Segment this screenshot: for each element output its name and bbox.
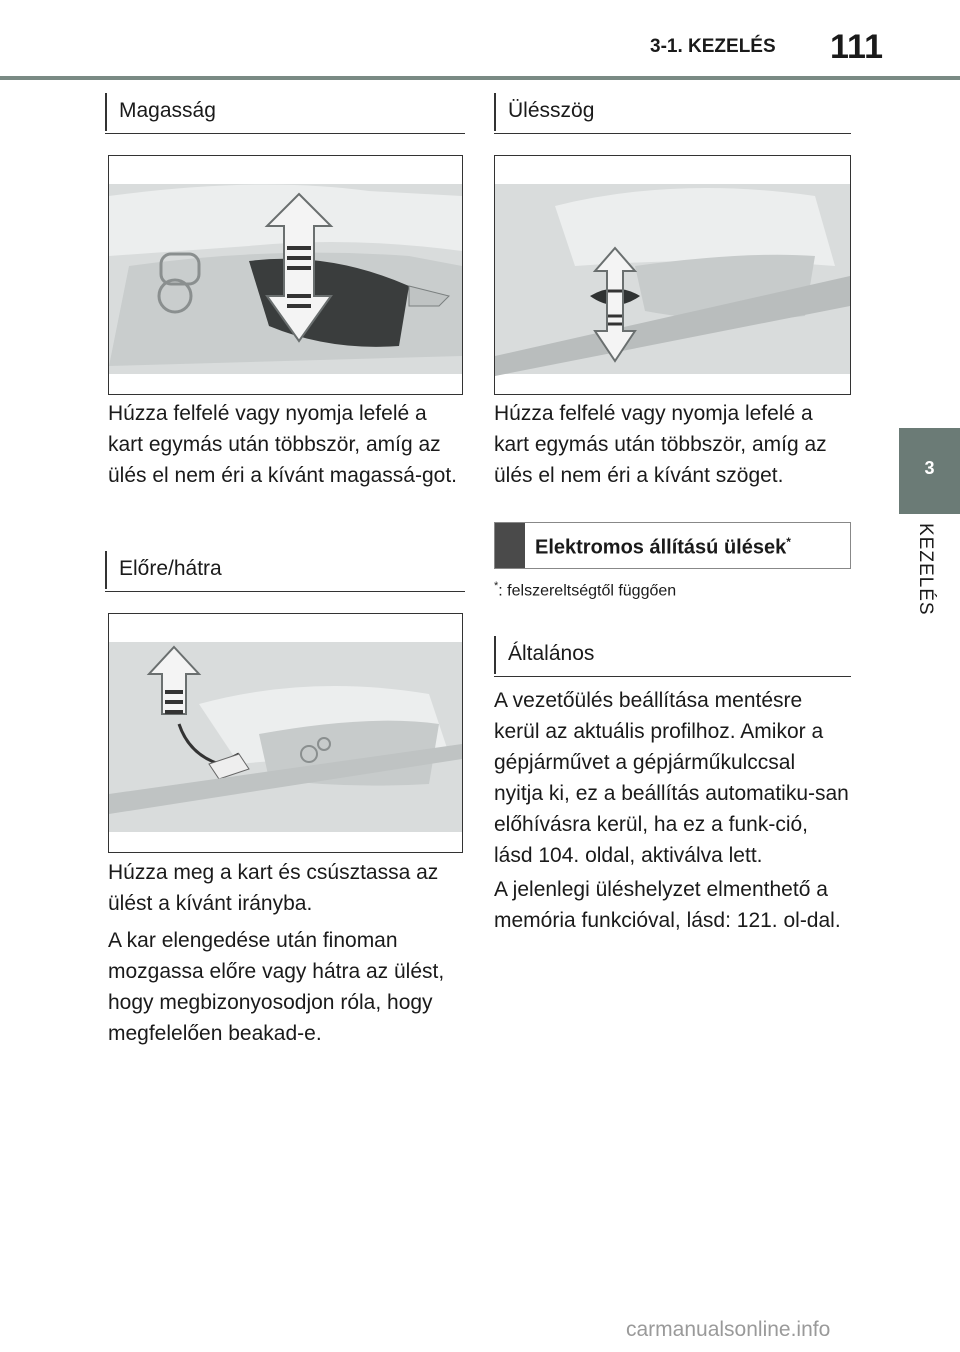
subheading-rule [105, 133, 465, 134]
header-rule [0, 76, 960, 80]
footnote: *: felszereltségtől függően [494, 580, 677, 600]
subheading-general: Általános [494, 636, 594, 674]
figure-seat-tilt [494, 155, 851, 395]
paragraph-general-2: A jelenlegi üléshelyzet elmenthető a memória funkcióval, lásd: 121. ol-dal. [494, 878, 841, 932]
subheading-height: Magasság [105, 93, 216, 131]
chapter-tab-number: 3 [924, 458, 935, 478]
figure-seat-height [108, 155, 463, 395]
chapter-side-label: KEZELÉS [915, 523, 936, 616]
subheading-rule [494, 133, 851, 134]
subheading-tilt: Ülésszög [494, 93, 594, 131]
section-heading-electric-seats [494, 522, 851, 569]
paragraph-fore-aft-2: A kar elengedése után finoman mozgassa előre vagy hátra az ülést, hogy megbizonyosodjon róla, hogy megfelelően beakad-e. [108, 929, 445, 1045]
running-header-section: 3-1. KEZELÉS [650, 36, 776, 57]
footnote-marker: * [494, 580, 499, 592]
paragraph-general-1: A vezetőülés beállítása mentésre kerül az aktuális profilhoz. Amikor a gépjárművet a gépjárműkulccsal nyitja ki, ez a beállítás automatiku-san előhívásra kerül, ha ez a funk-ció, lásd 104. oldal, aktiválva lett. [494, 689, 849, 867]
chapter-tab[interactable] [899, 428, 960, 514]
paragraph-fore-aft-1: Húzza meg a kart és csúsztassa az ülést a kívánt irányba. [108, 861, 439, 915]
section-heading-title: Elektromos állítású ülések* [535, 535, 791, 559]
page-number: 111 [830, 28, 883, 66]
watermark: carmanualsonline.info [626, 1318, 831, 1341]
paragraph-tilt: Húzza felfelé vagy nyomja lefelé a kart egymás után többször, amíg az ülés el nem éri a kívánt szöget. [494, 402, 827, 487]
subheading-rule [105, 591, 465, 592]
paragraph-height: Húzza felfelé vagy nyomja lefelé a kart egymás után többször, amíg az ülés el nem éri a kívánt magassá-got. [108, 402, 458, 487]
subheading-fore-aft: Előre/hátra [105, 551, 222, 589]
figure-seat-fore-aft [108, 613, 463, 853]
section-heading-block [495, 523, 525, 568]
subheading-rule [494, 676, 851, 677]
footnote-marker: * [786, 535, 791, 549]
